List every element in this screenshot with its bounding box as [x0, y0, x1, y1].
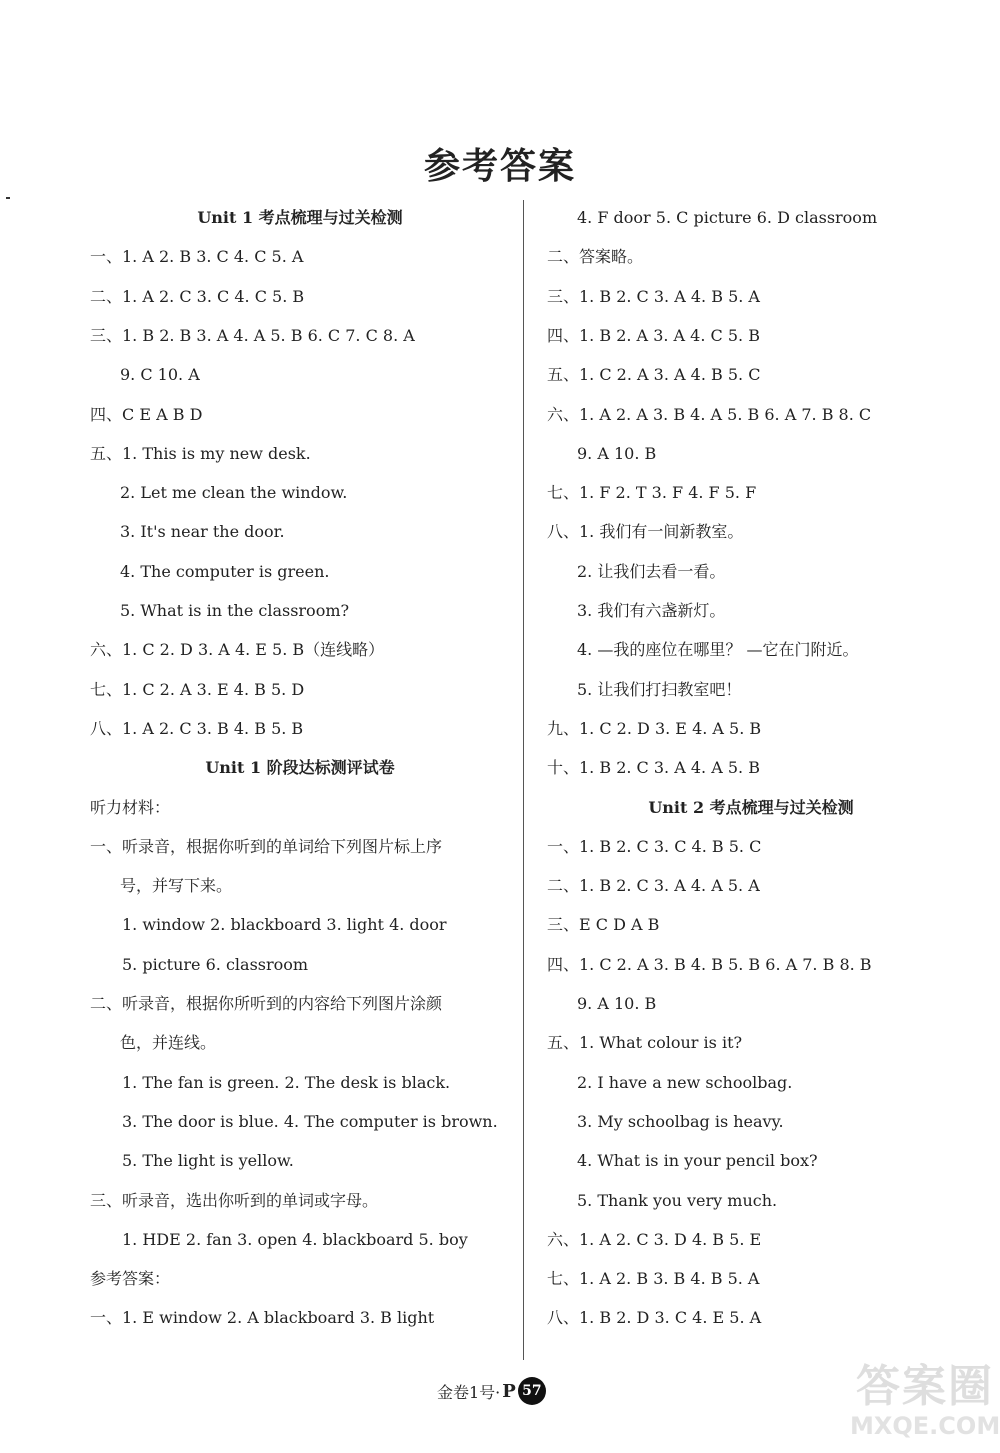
- answer-line: 9. A 10. B: [577, 994, 657, 1013]
- answer-line: 一、1. E window 2. A blackboard 3. B light: [90, 1308, 435, 1327]
- page-title: 参考答案: [423, 145, 576, 187]
- answer-line: 号，并写下来。: [120, 876, 233, 895]
- answer-line: 六、1. C 2. D 3. A 4. E 5. B（连线略）: [90, 640, 385, 659]
- answer-line: 四、1. B 2. A 3. A 4. C 5. B: [547, 326, 760, 345]
- answer-line: 2. Let me clean the window.: [120, 483, 348, 502]
- answer-line: 五、1. C 2. A 3. A 4. B 5. C: [547, 365, 761, 384]
- answer-line: 9. A 10. B: [577, 444, 657, 463]
- stray-mark: [6, 197, 10, 199]
- answer-line: 5. 让我们打扫教室吧！: [577, 680, 742, 699]
- answer-line: 1. window 2. blackboard 3. light 4. door: [122, 915, 447, 934]
- answer-line: 六、1. A 2. A 3. B 4. A 5. B 6. A 7. B 8. C: [547, 405, 872, 424]
- answer-line: 3. My schoolbag is heavy.: [577, 1112, 784, 1131]
- answer-line: 9. C 10. A: [120, 365, 200, 384]
- answer-line: 4. The computer is green.: [120, 562, 330, 581]
- answer-line: 1. HDE 2. fan 3. open 4. blackboard 5. boy: [122, 1230, 468, 1249]
- answer-line: 一、1. B 2. C 3. C 4. B 5. C: [547, 837, 762, 856]
- answer-line: 八、1. B 2. D 3. C 4. E 5. A: [547, 1308, 762, 1327]
- page-footer: [437, 1376, 546, 1406]
- answer-line: 九、1. C 2. D 3. E 4. A 5. B: [547, 719, 762, 738]
- answer-line: 4. —我的座位在哪里？ —它在门附近。: [577, 640, 859, 659]
- answer-line: 一、听录音，根据你听到的单词给下列图片标上序: [90, 837, 443, 856]
- page-number-badge: 57: [518, 1377, 546, 1405]
- section-heading: Unit 1 考点梳理与过关检测: [197, 208, 403, 227]
- footer-p-mark: P: [502, 1380, 516, 1402]
- answer-line: 五、1. What colour is it?: [547, 1033, 743, 1052]
- answer-line: 七、1. F 2. T 3. F 4. F 5. F: [547, 483, 757, 502]
- section-heading: Unit 1 阶段达标测评试卷: [205, 758, 395, 777]
- answer-line: 三、1. B 2. C 3. A 4. B 5. A: [547, 287, 760, 306]
- answer-line: 参考答案：: [90, 1269, 171, 1288]
- answer-line: 1. The fan is green. 2. The desk is black.: [122, 1073, 451, 1092]
- answer-line: 四、C E A B D: [90, 405, 203, 424]
- footer-brand: 金卷1号·: [437, 1382, 501, 1402]
- answer-line: 二、听录音，根据你所听到的内容给下列图片涂颜: [90, 994, 443, 1013]
- watermark-logo-text: 答案圈: [856, 1361, 994, 1412]
- answer-line: 3. It's near the door.: [120, 522, 285, 541]
- answer-line: 3. The door is blue. 4. The computer is brown.: [122, 1112, 498, 1131]
- answer-line: 5. What is in the classroom?: [120, 601, 350, 620]
- answer-line: 十、1. B 2. C 3. A 4. A 5. B: [547, 758, 760, 777]
- answer-line: 五、1. This is my new desk.: [90, 444, 311, 463]
- answer-line: 三、听录音，选出你听到的单词或字母。: [90, 1191, 379, 1210]
- answer-line: 二、1. A 2. C 3. C 4. C 5. B: [90, 287, 305, 306]
- answer-line: 色，并连线。: [120, 1033, 217, 1052]
- answer-line: 2. I have a new schoolbag.: [577, 1073, 793, 1092]
- section-heading: Unit 2 考点梳理与过关检测: [648, 798, 854, 817]
- answer-line: 2. 让我们去看一看。: [577, 562, 726, 581]
- watermark-url: MXQE.COM: [850, 1412, 1000, 1440]
- site-watermark: [850, 1350, 1000, 1450]
- column-divider: [523, 200, 524, 1360]
- answer-line: 六、1. A 2. C 3. D 4. B 5. E: [547, 1230, 762, 1249]
- answer-line: 3. 我们有六盏新灯。: [577, 601, 726, 620]
- answer-line: 4. F door 5. C picture 6. D classroom: [577, 208, 878, 227]
- answer-line: 三、1. B 2. B 3. A 4. A 5. B 6. C 7. C 8. A: [90, 326, 415, 345]
- answer-line: 七、1. A 2. B 3. B 4. B 5. A: [547, 1269, 760, 1288]
- answer-line: 四、1. C 2. A 3. B 4. B 5. B 6. A 7. B 8. B: [547, 955, 872, 974]
- answer-line: 三、E C D A B: [547, 915, 660, 934]
- answer-line: 一、1. A 2. B 3. C 4. C 5. A: [90, 247, 304, 266]
- answer-line: 八、1. A 2. C 3. B 4. B 5. B: [90, 719, 304, 738]
- answer-line: 八、1. 我们有一间新教室。: [547, 522, 744, 541]
- answer-line: 4. What is in your pencil box?: [577, 1151, 818, 1170]
- answer-line: 二、1. B 2. C 3. A 4. A 5. A: [547, 876, 760, 895]
- answer-line: 5. picture 6. classroom: [122, 955, 309, 974]
- answer-line: 5. Thank you very much.: [577, 1191, 778, 1210]
- answer-line: 5. The light is yellow.: [122, 1151, 294, 1170]
- answer-line: 二、答案略。: [547, 247, 644, 266]
- answer-line: 七、1. C 2. A 3. E 4. B 5. D: [90, 680, 305, 699]
- answer-line: 听力材料：: [90, 798, 171, 817]
